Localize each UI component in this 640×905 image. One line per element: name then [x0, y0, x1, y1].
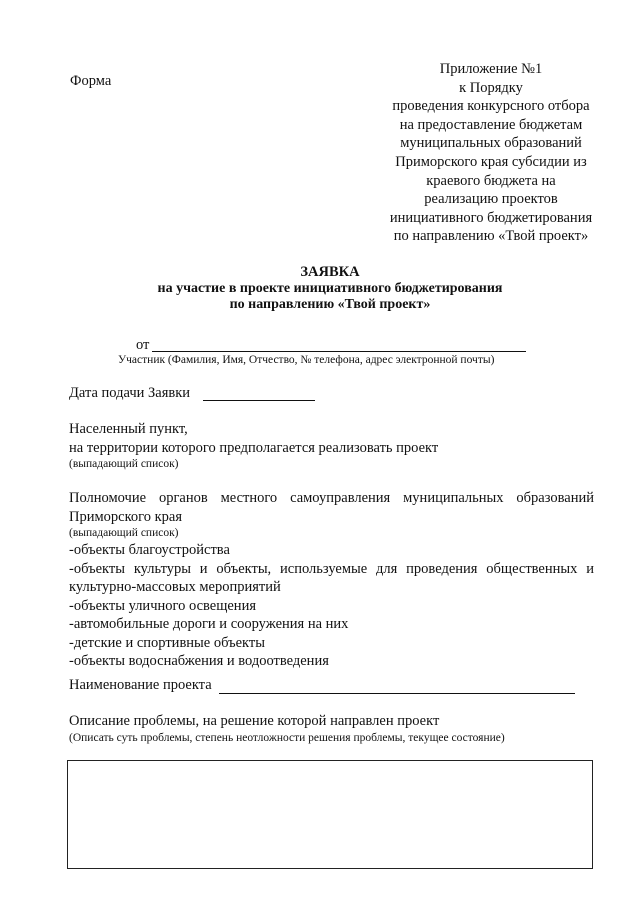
- participant-hint: Участник (Фамилия, Имя, Отчество, № телефона, адрес электронной почты): [118, 354, 495, 366]
- settlement-section: [69, 420, 629, 472]
- appendix-line: Приморского края субсидии из: [395, 153, 587, 170]
- powers-option-cont[interactable]: культурно-массовых мероприятий: [69, 579, 281, 595]
- settlement-dropdown-hint: (выпадающий список): [69, 458, 179, 470]
- submission-date-label: Дата подачи Заявки: [69, 385, 191, 401]
- problem-hint: (Описать суть проблемы, степень неотложности решения проблемы, текущее состояние): [69, 731, 505, 744]
- appendix-line: по направлению «Твой проект»: [393, 228, 589, 245]
- form-label: Форма: [70, 73, 112, 89]
- appendix-line: на предоставление бюджетам: [399, 116, 583, 133]
- settlement-label-cont[interactable]: на территории которого предполагается реализовать проект: [69, 439, 439, 456]
- powers-option[interactable]: -объекты благоустройства: [69, 542, 230, 558]
- title-subtitle: на участие в проекте инициативного бюджетирования: [157, 280, 503, 296]
- powers-dropdown-hint: (выпадающий список): [69, 527, 179, 539]
- title-main: ЗАЯВКА: [300, 264, 360, 280]
- appendix-line: инициативного бюджетирования: [389, 209, 593, 226]
- powers-option[interactable]: -автомобильные дороги и сооружения на них: [69, 616, 349, 632]
- appendix-line: Приложение №1: [439, 61, 543, 77]
- settlement-label: Населенный пункт,: [69, 421, 188, 437]
- problem-label: Описание проблемы, на решение которой направлен проект: [69, 713, 440, 729]
- powers-option[interactable]: -объекты уличного освещения: [69, 597, 256, 614]
- powers-label: Полномочие органов местного самоуправления муниципальных образований: [69, 490, 594, 506]
- participant-field[interactable]: [152, 351, 526, 352]
- appendix-line: проведения конкурсного отбора: [392, 98, 590, 115]
- appendix-line: муниципальных образований: [400, 135, 582, 152]
- problem-section: [69, 712, 629, 746]
- powers-option[interactable]: -объекты культуры и объекты, используемые для проведения общественных и: [69, 560, 594, 577]
- appendix-line: к Порядку: [459, 79, 523, 96]
- powers-label-cont: Приморского края: [69, 508, 183, 525]
- appendix-line: реализацию проектов: [424, 191, 558, 208]
- problem-description-textarea[interactable]: [67, 760, 593, 869]
- appendix-line: краевого бюджета на: [426, 172, 556, 189]
- project-name-label: Наименование проекта: [69, 677, 212, 693]
- powers-option[interactable]: -объекты водоснабжения и водоотведения: [69, 653, 329, 669]
- from-label: от: [136, 337, 150, 353]
- project-name-field[interactable]: [219, 693, 575, 694]
- title-direction: по направлению «Твой проект»: [229, 297, 431, 312]
- powers-option[interactable]: -детские и спортивные объекты: [69, 634, 265, 651]
- powers-section: [69, 489, 594, 671]
- appendix-header: [360, 60, 622, 246]
- application-title: [60, 264, 600, 314]
- submission-date-field[interactable]: [203, 400, 315, 401]
